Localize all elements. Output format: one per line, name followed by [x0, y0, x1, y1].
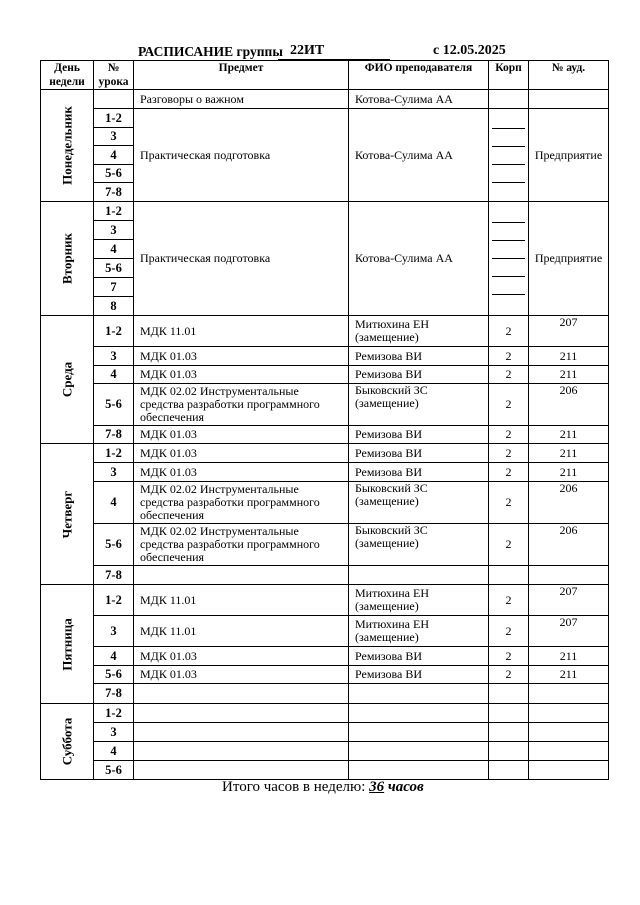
total-hours: 36 [369, 779, 385, 795]
table-row: Суббота 1-2 [41, 704, 609, 723]
table-row: 3 МДК 11.01 Митюхина ЕН (замещение) 2 207 [41, 616, 609, 647]
table-row: 3 МДК 01.03 Ремизова ВИ 2 211 [41, 347, 609, 366]
table-row: Среда 1-2 МДК 11.01 Митюхина ЕН (замещение) 2 207 [41, 316, 609, 347]
table-row: Четверг 1-2 МДК 01.03 Ремизова ВИ 2 211 [41, 444, 609, 463]
table-row: 4 МДК 01.03 Ремизова ВИ 2 211 [41, 647, 609, 666]
col-day: День недели [41, 61, 94, 90]
day-wednesday: Среда [41, 316, 94, 444]
table-row: 1-2 Практическая подготовка Котова-Сулима АА Предприятие [41, 109, 609, 128]
table-row: 5-6 МДК 02.02 Инструментальные средства разработки программного обеспечения Быковский ЗС (замещение) 2 206 [41, 384, 609, 426]
total-unit: часов [387, 779, 424, 795]
table-row: 5-6 МДК 01.03 Ремизова ВИ 2 211 [41, 666, 609, 684]
table-row: 4 МДК 01.03 Ремизова ВИ 2 211 [41, 366, 609, 384]
group-field [278, 43, 390, 60]
day-tuesday: Вторник [41, 202, 94, 316]
schedule-table: День недели № урока Предмет ФИО преподавателя Корп № ауд. Понедельник Разговоры о важном Котова-Сулима АА 1-2 Практическая подготовка Котова-Сулима АА Предприятие 3 4 5-6 7-8 Вторник 1-2 Практическая подготовка Котова-Сулима АА Предприятие 3 4 5-6 7 8 Среда 1-2 МДК 11.01 Митюхина ЕН (замещение) 2 207 3 МДК 01.03 Ремизова ВИ 2 211 4 МДК 01.03 Ремизова ВИ 2 211 5-6 МДК 02.02 Инструментальные средства разработки программного обеспечения Быковский ЗС (замещение) 2 206 7-8 МДК 01.03 Ремизова ВИ 2 211 Четверг 1-2 МДК 01.03 Ремизова ВИ 2 211 3 МДК 01.03 Ремизова ВИ 2 211 4 МДК 02.02 Инструментальные средства разработки программного обеспечения Быковский ЗС (замещение) 2 206 5-6 МДК 02.02 Инструментальные средства разработки программного обеспечения Быковский ЗС (замещение) 2 206 7-8 Пятница 1-2 МДК 11.01 Митюхина ЕН (замещение) 2 207 3 МДК 11.01 Митюхина ЕН (замещение) 2 207 4 МДК 01.03 Ремизова ВИ 2 211 5-6 МДК 01.03 Ремизова ВИ 2 211 7-8 Суббота 1-2 3 4 5-6 [40, 60, 609, 780]
table-row: Понедельник Разговоры о важном Котова-Сулима АА [41, 90, 609, 109]
col-subject: Предмет [134, 61, 349, 90]
col-lesson: № урока [94, 61, 134, 90]
table-row: 4 [41, 742, 609, 761]
table-row: Пятница 1-2 МДК 11.01 Митюхина ЕН (замещение) 2 207 [41, 585, 609, 616]
table-row: 5-6 МДК 02.02 Инструментальные средства разработки программного обеспечения Быковский ЗС (замещение) 2 206 [41, 524, 609, 566]
day-saturday: Суббота [41, 704, 94, 780]
col-corp: Корп [489, 61, 529, 90]
day-monday: Понедельник [41, 90, 94, 202]
col-room: № ауд. [529, 61, 609, 90]
table-row: 7-8 МДК 01.03 Ремизова ВИ 2 211 [41, 426, 609, 444]
title-prefix: РАСПИСАНИЕ группы [138, 44, 283, 59]
col-teacher: ФИО преподавателя [349, 61, 489, 90]
start-date: с 12.05.2025 [433, 43, 506, 58]
table-row: Вторник 1-2 Практическая подготовка Котова-Сулима АА Предприятие [41, 202, 609, 221]
table-row: 7-8 [41, 566, 609, 585]
table-row: 3 МДК 01.03 Ремизова ВИ 2 211 [41, 463, 609, 482]
weekly-total [222, 779, 424, 796]
table-row: 4 МДК 02.02 Инструментальные средства разработки программного обеспечения Быковский ЗС (замещение) 2 206 [41, 482, 609, 524]
group-name: 22ИТ [290, 43, 325, 58]
schedule-title [138, 44, 538, 60]
table-row: 5-6 [41, 761, 609, 780]
table-header [41, 61, 609, 90]
total-label: Итого часов в неделю: [222, 779, 366, 795]
day-thursday: Четверг [41, 444, 94, 585]
day-friday: Пятница [41, 585, 94, 704]
table-row: 7-8 [41, 684, 609, 704]
table-row: 3 [41, 723, 609, 742]
